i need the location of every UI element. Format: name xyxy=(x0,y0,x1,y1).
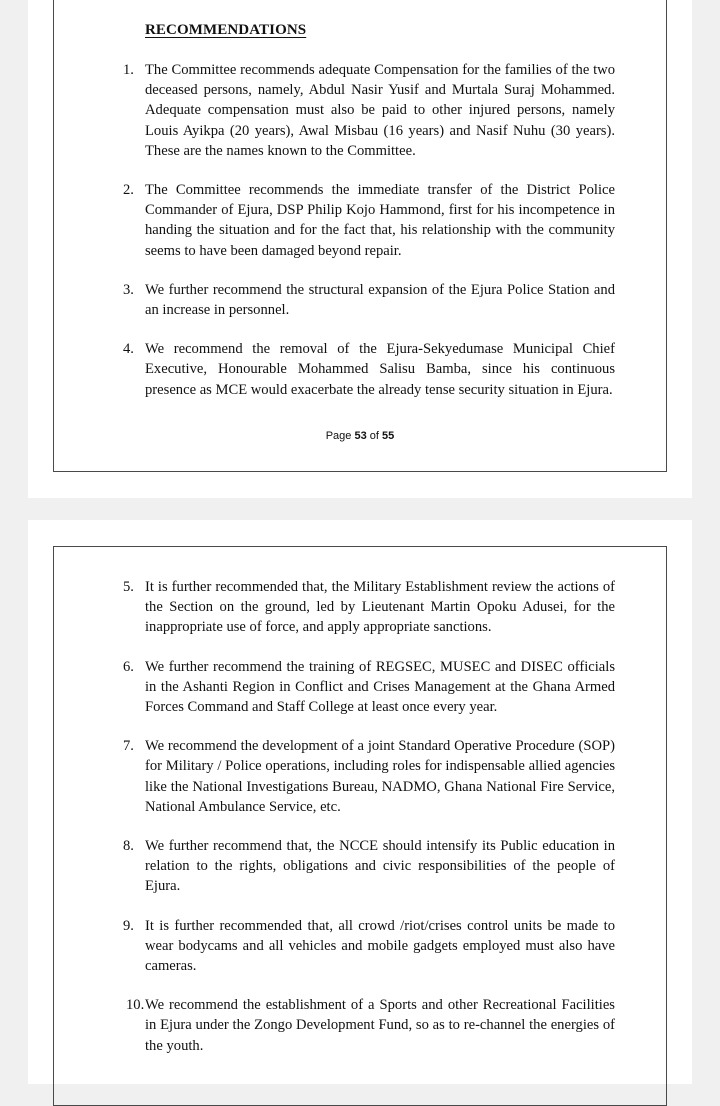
item-text: The Committee recommends adequate Compensation for the families of the two deceased persons, namely, Abdul Nasir Yusif and Murtala Suraj Mohammed. Adequate compensation must also be paid to other injured persons, namely Louis Ayikpa (20 years), Awal Misbau (16 years) and Nasif Nuhu (30 years). These are the names known to the Committee. xyxy=(145,62,615,159)
list-item xyxy=(126,995,615,1056)
item-text: It is further recommended that, all crowd /riot/crises control units be made to wear bodycams and all vehicles and mobile gadgets employed must also have cameras. xyxy=(145,917,615,975)
item-number: 5. xyxy=(123,579,134,595)
item-number: 1. xyxy=(123,62,134,78)
item-number: 6. xyxy=(123,658,134,675)
page-number-current: 53 xyxy=(354,430,367,442)
item-text: We further recommend the training of REGSEC, MUSEC and DISEC officials in the Ashanti Region in Conflict and Crises Management at the Ghana Armed Forces Command and Staff College at least once every year. xyxy=(145,658,615,716)
item-text: The Committee recommends the immediate transfer of the District Police Commander of Ejura, DSP Philip Kojo Hammond, first for his incompetence in handing the situation and for the fact that, his relationship with the community seems to have been damaged beyond repair. xyxy=(145,182,615,259)
item-number: 7. xyxy=(123,738,134,755)
recommendations-list xyxy=(123,60,615,400)
list-item xyxy=(123,60,615,161)
page-number-total: 55 xyxy=(382,430,395,442)
page-number xyxy=(28,430,692,442)
item-text: We recommend the removal of the Ejura-Sekyedumase Municipal Chief Executive, Honourable Mohammed Salisu Bamba, since his continuous presence as MCE would exacerbate the already tense security situation in Ejura. xyxy=(145,341,615,398)
item-number: 8. xyxy=(123,838,134,855)
page-number-prefix: Page xyxy=(325,430,352,442)
item-number: 2. xyxy=(123,182,134,199)
list-item xyxy=(123,339,615,400)
list-item xyxy=(123,657,615,718)
list-item xyxy=(123,180,615,261)
list-item xyxy=(123,836,615,897)
item-number: 4. xyxy=(123,341,134,358)
section-heading: RECOMMENDATIONS xyxy=(145,22,307,38)
recommendations-list xyxy=(123,577,615,1056)
item-number: 9. xyxy=(123,917,134,934)
item-text: We further recommend that, the NCCE should intensify its Public education in relation to the rights, obligations and civic responsibilities of the people of Ejura. xyxy=(145,838,615,895)
document-page-53 xyxy=(28,0,692,498)
page-number-of: of xyxy=(369,430,379,442)
item-number: 3. xyxy=(123,281,134,298)
item-number: 10. xyxy=(126,997,145,1014)
list-item xyxy=(123,736,615,817)
item-text: We recommend the establishment of a Sports and other Recreational Facilities in Ejura under the Zongo Development Fund, so as to re-channel the energies of the youth. xyxy=(145,997,615,1054)
list-item xyxy=(123,280,615,320)
list-item xyxy=(123,577,615,638)
document-page-54 xyxy=(28,520,692,1084)
list-item xyxy=(123,916,615,977)
item-text: It is further recommended that, the Military Establishment review the actions of the Section on the ground, led by Lieutenant Martin Opoku Adusei, for the inappropriate use of force, and apply appropriate sanctions. xyxy=(145,579,615,636)
item-text: We further recommend the structural expansion of the Ejura Police Station and an increase in personnel. xyxy=(145,281,615,319)
item-text: We recommend the development of a joint Standard Operative Procedure (SOP) for Military / Police operations, including roles for indispensable allied agencies like the National Investigations Bureau, NADMO, Ghana National Fire Service, National Ambulance Service, etc. xyxy=(145,738,615,815)
